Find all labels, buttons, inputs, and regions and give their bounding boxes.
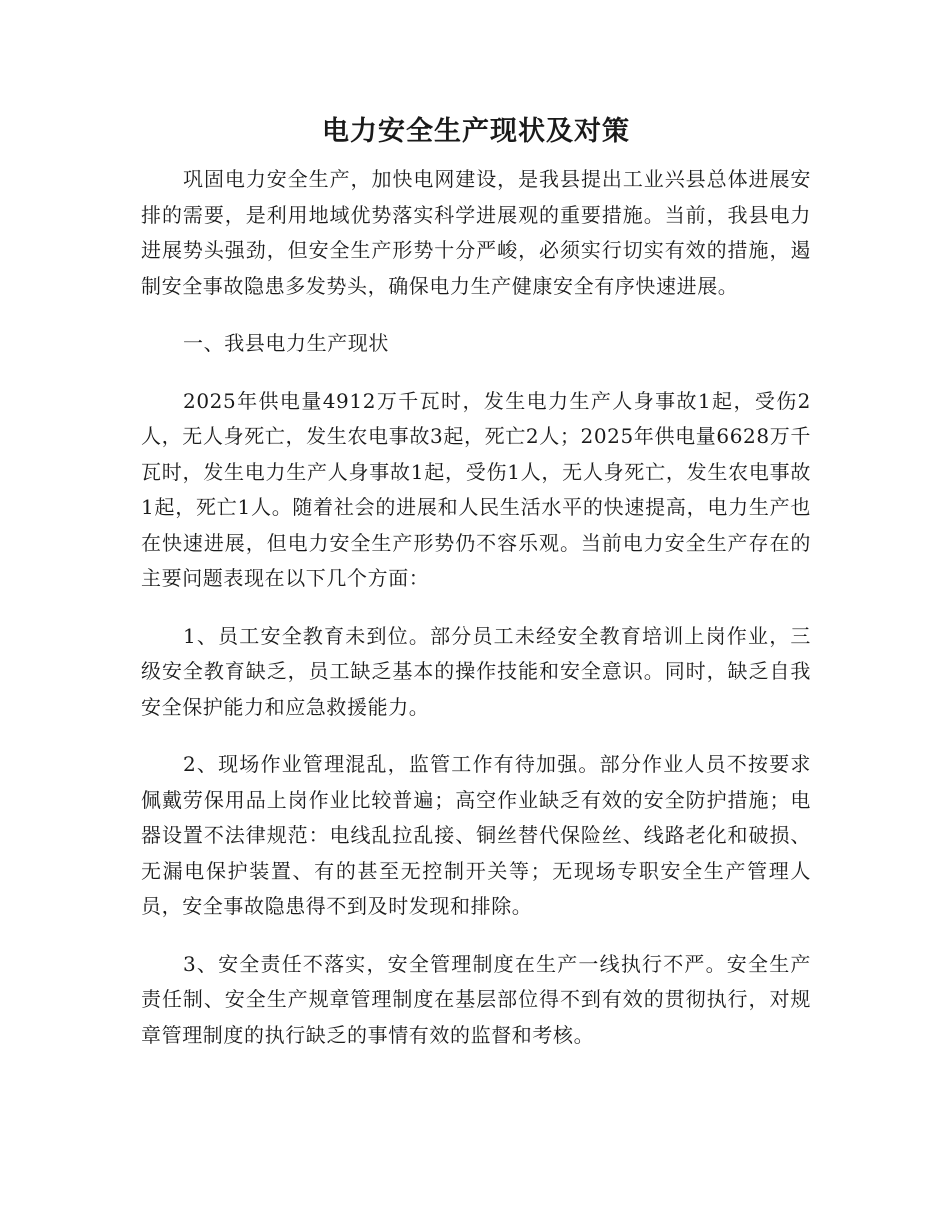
paragraph-statistics: 2025年供电量4912万千瓦时，发生电力生产人身事故1起，受伤2人，无人身死亡，发生农电事故3起，死亡2人；2025年供电量6628万千瓦时，发生电力生产人身事故1起，受伤1人，无人身死亡，发生农电事故1起，死亡1人。随着社会的进展和人民生活水平的快速提高，电力生产也在快速进展，但电力安全生产形势仍不容乐观。当前电力安全生产存在的主要问题表现在以下几个方面： — [141, 388, 811, 590]
paragraph-issue-1: 1、员工安全教育未到位。部分员工未经安全教育培训上岗作业，三级安全教育缺乏，员工缺乏基本的操作技能和安全意识。同时，缺乏自我安全保护能力和应急救援能力。 — [141, 623, 811, 719]
paragraph-issue-2: 2、现场作业管理混乱，监管工作有待加强。部分作业人员不按要求佩戴劳保用品上岗作业比较普遍；高空作业缺乏有效的安全防护措施；电器设置不法律规范：电线乱拉乱接、铜丝替代保险丝、线路老化和破损、无漏电保护装置、有的甚至无控制开关等；无现场专职安全生产管理人员，安全事故隐患得不到及时发现和排除。 — [141, 752, 811, 918]
paragraph-issue-3: 3、安全责任不落实，安全管理制度在生产一线执行不严。安全生产责任制、安全生产规章管理制度在基层部位得不到有效的贯彻执行，对规章管理制度的执行缺乏的事情有效的监督和考核。 — [141, 951, 811, 1047]
paragraph-intro: 巩固电力安全生产，加快电网建设，是我县提出工业兴县总体进展安排的需要，是利用地域优势落实科学进展观的重要措施。当前，我县电力进展势头强劲，但安全生产形势十分严峻，必须实行切实有效的措施，遏制安全事故隐患多发势头，确保电力生产健康安全有序快速进展。 — [141, 167, 811, 298]
document-title: 电力安全生产现状及对策 — [322, 116, 630, 147]
section-heading: 一、我县电力生产现状 — [183, 331, 389, 355]
document-page — [141, 112, 811, 1053]
